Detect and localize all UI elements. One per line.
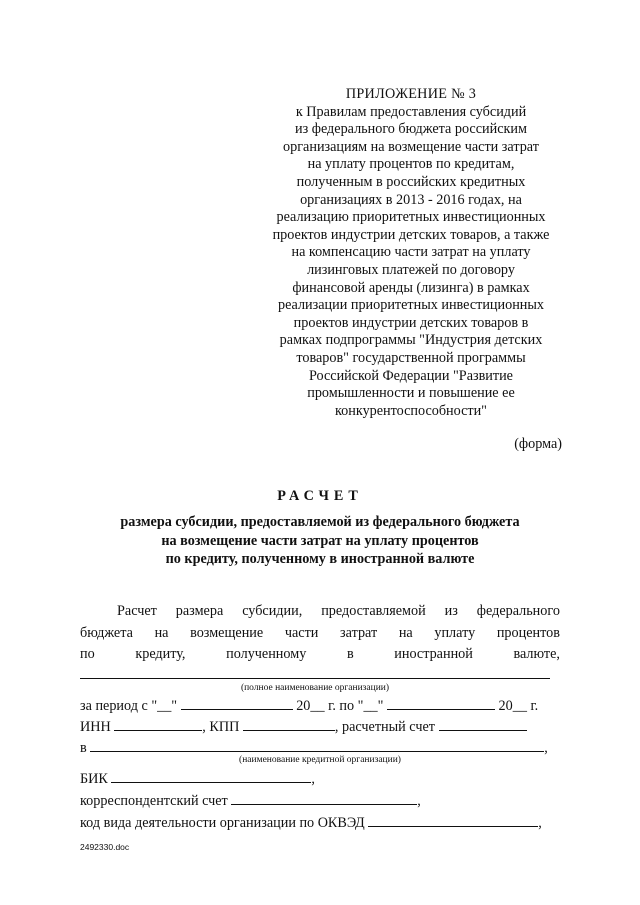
period-from-label: за период с "__" (80, 698, 178, 714)
okved-suffix: , (538, 815, 542, 831)
annex-line: реализации приоритетных инвестиционных (277, 297, 545, 314)
annex-line: проектов индустрии детских товаров, а также (272, 226, 550, 243)
annex-line: из федерального бюджета российским (295, 121, 527, 138)
annex-line: Российской Федерации "Развитие (309, 367, 513, 384)
word: в (346, 646, 354, 662)
word: на (154, 625, 169, 641)
word: процентов (496, 625, 560, 641)
corr-account-field[interactable] (231, 792, 417, 805)
bank-prefix: в (80, 740, 87, 756)
subheading-line: размера субсидии, предоставляемой из федерального бюджета (120, 514, 520, 530)
annex-line: реализацию приоритетных инвестиционных (276, 209, 546, 226)
annex-line: к Правилам предоставления субсидий (295, 103, 527, 120)
period-year1-label: 20__ г. по "__" (296, 698, 384, 714)
annex-line: проектов индустрии детских товаров в (293, 314, 529, 331)
word: части (284, 625, 319, 641)
kpp-field[interactable] (243, 718, 335, 731)
word: возмещение (190, 625, 264, 641)
word: затрат (340, 625, 378, 641)
paragraph-line-1 (80, 603, 560, 620)
paragraph-line-2 (80, 625, 560, 642)
period-from-field[interactable] (181, 697, 293, 710)
okved-label: код вида деятельности организации по ОКВЭД (80, 815, 365, 831)
word: из (444, 603, 458, 619)
period-row (80, 697, 538, 715)
okved-field[interactable] (368, 814, 538, 827)
paragraph-line-3 (80, 646, 560, 663)
annex-block (258, 86, 564, 420)
organization-caption: (полное наименование организации) (240, 683, 390, 693)
document-filename: 2492330.doc (80, 842, 130, 852)
bank-caption: (наименование кредитной организации) (239, 755, 401, 765)
subheading-line: на возмещение части затрат на уплату процентов (161, 532, 479, 549)
annex-line: организациях в 2013 - 2016 годах, на (300, 191, 522, 208)
inn-row (80, 718, 527, 736)
inn-label: ИНН (80, 719, 111, 735)
bik-field[interactable] (111, 770, 311, 783)
account-label: , расчетный счет (334, 719, 435, 735)
annex-line: лизинговых платежей по договору (307, 261, 515, 278)
bank-suffix: , (544, 740, 548, 756)
annex-line: организациям на возмещение части затрат (283, 138, 539, 155)
annex-title: ПРИЛОЖЕНИЕ № 3 (345, 86, 477, 102)
kpp-label: , КПП (202, 719, 240, 735)
subheading-line: по кредиту, полученному в иностранной валюте (165, 551, 475, 567)
inn-field[interactable] (114, 718, 202, 731)
annex-line: на компенсацию части затрат на уплату (291, 244, 531, 261)
word: валюте, (513, 646, 560, 662)
word: кредиту, (135, 646, 186, 662)
word: предоставляемой (321, 603, 426, 619)
bik-suffix: , (311, 771, 315, 787)
word: на (398, 625, 413, 641)
period-year2-label: 20__ г. (498, 698, 539, 714)
corr-account-row (80, 792, 421, 810)
annex-line: конкурентоспособности" (335, 402, 487, 419)
word: полученному (226, 646, 307, 662)
account-field[interactable] (439, 718, 527, 731)
document-subheading (80, 513, 560, 569)
word: иностранной (394, 646, 473, 662)
annex-line: финансовой аренды (лизинга) в рамках (292, 279, 530, 296)
word: федерального (476, 603, 560, 619)
corr-account-suffix: , (417, 793, 421, 809)
annex-line: рамках подпрограммы "Индустрия детских (279, 332, 543, 349)
bik-label: БИК (80, 771, 108, 787)
okved-row (80, 814, 542, 832)
document-heading: РАСЧЕТ (277, 488, 363, 504)
annex-line: промышленности и повышение ее (307, 385, 515, 402)
word: бюджета (80, 625, 133, 641)
annex-line: на уплату процентов по кредитам, (307, 156, 515, 173)
form-label: (форма) (514, 436, 562, 452)
annex-line: товаров" государственной программы (296, 349, 526, 366)
word: размера (175, 603, 224, 619)
bank-name-field[interactable] (90, 739, 544, 752)
corr-account-label: корреспондентский счет (80, 793, 228, 809)
organization-name-line[interactable] (80, 678, 550, 679)
annex-line: полученным в российских кредитных (296, 173, 526, 190)
word: субсидии, (242, 603, 303, 619)
word: Расчет (117, 603, 157, 619)
bik-row (80, 770, 315, 788)
period-to-field[interactable] (387, 697, 495, 710)
word: уплату (434, 625, 476, 641)
word: по (80, 646, 95, 662)
